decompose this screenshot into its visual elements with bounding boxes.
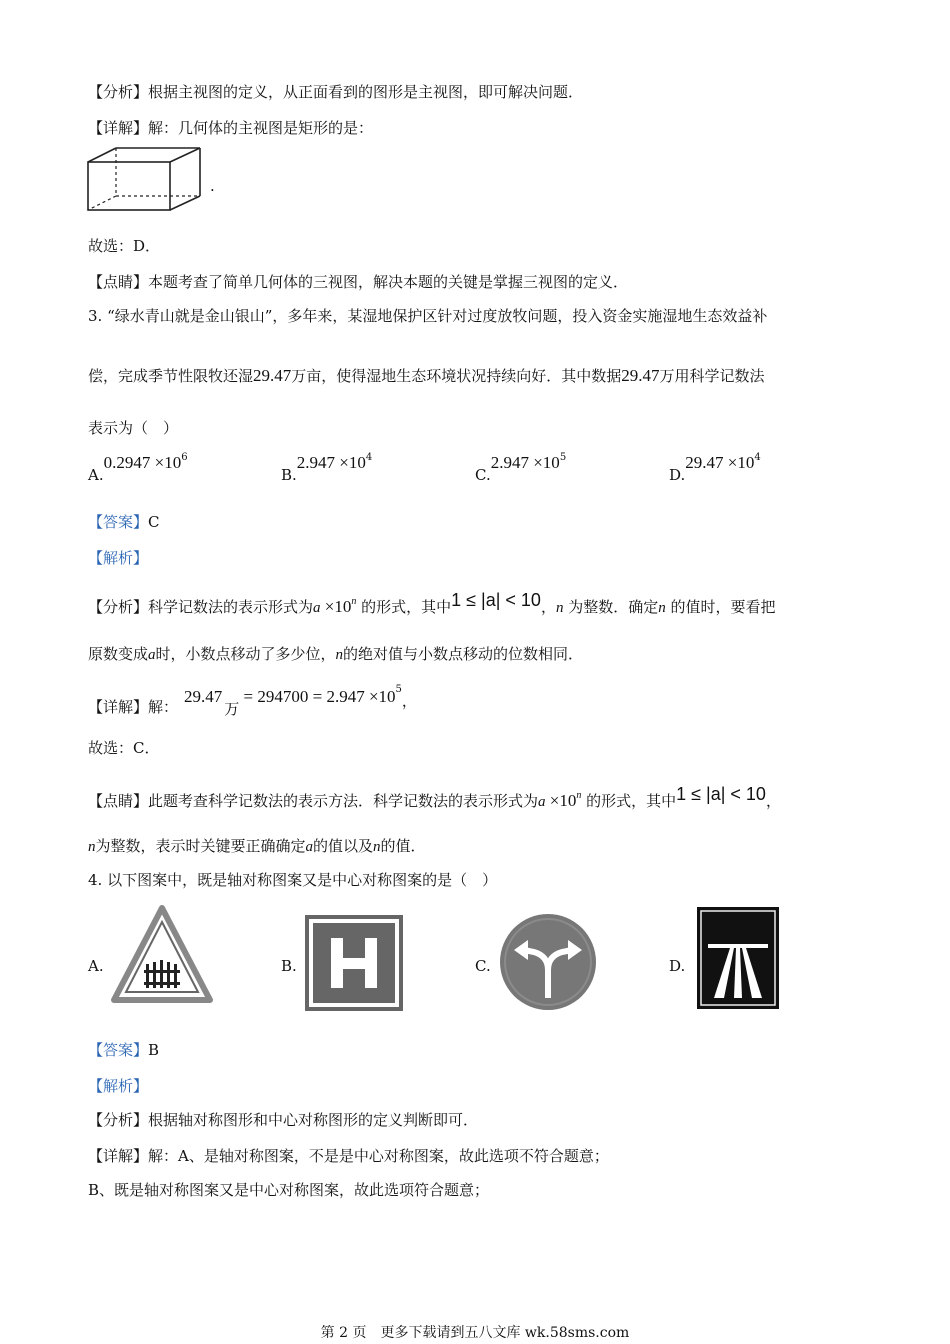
q4-b-line: B、既是轴对称图案又是中心对称图案，故此选项符合题意； xyxy=(88,1181,490,1199)
q3-analysis-line2: 原数变成a时，小数点移动了多少位，n的绝对值与小数点移动的位数相同． xyxy=(88,645,584,663)
detail-line: 【详解】解：几何体的主视图是矩形的是： xyxy=(88,119,374,137)
analysis-line: 【分析】根据主视图的定义，从正面看到的图形是主视图，即可解决问题． xyxy=(88,83,584,101)
q3-option-b: $B.2.947 \times 10^4$ xyxy=(281,452,373,484)
page-footer: 第 2 页 更多下载请到五八文库 wk.58sms.com xyxy=(320,1325,630,1341)
q3-analysis-line1: 【分析】科学记数法的表示形式为$a \times 10^n$ 的形式，其中1 ≤ |a| < 10，n 为整数．确定n 的值时，要看把 xyxy=(88,590,776,616)
choice-line: 故选：D． xyxy=(88,237,161,255)
q3-comment-line2: n为整数，表示时关键要正确确定a的值以及n的值． xyxy=(88,837,426,855)
q4-letter-d: D. xyxy=(669,957,686,975)
q4-letter-a: A. xyxy=(88,957,104,975)
figure-period: . xyxy=(210,177,215,195)
q3-detail-line: 【详解】解：29.47万 = $294700 = 2.947 \times 10^5$， xyxy=(88,684,417,718)
fork-arrow-sign-icon xyxy=(498,912,598,1012)
q4-stem: 4. 以下图案中，既是轴对称图案又是中心对称图案的是（ ） xyxy=(88,871,498,889)
q3-comment-line1: 【点睛】此题考查科学记数法的表示方法．科学记数法的表示形式为$a \times 10^n$ 的形式，其中1 ≤ |a| < 10， xyxy=(88,784,781,810)
comment-line: 【点睛】本题考查了简单几何体的三视图，解决本题的关键是掌握三视图的定义． xyxy=(88,273,629,291)
hospital-h-sign-icon xyxy=(304,914,404,1012)
q4-jiexi-heading: 【解析】 xyxy=(88,1077,149,1095)
q3-stem-line2: 偿，完成季节性限牧还湿29.47万亩，使得湿地生态环境状况持续向好．其中数据29.47万用科学记数法 xyxy=(88,366,765,385)
q4-detail-line: 【详解】解：A、是轴对称图案，不是是中心对称图案，故此选项不符合题意； xyxy=(88,1147,609,1165)
q4-analysis-line: 【分析】根据轴对称图形和中心对称图形的定义判断即可． xyxy=(88,1111,479,1129)
q3-option-c: $C.2.947 \times 10^5$ xyxy=(475,452,567,484)
q3-option-a: $A.0.2947 \times 10^6$ xyxy=(88,452,188,484)
q3-answer: 【答案】C xyxy=(88,513,160,531)
q3-choice-line: 故选：C． xyxy=(88,739,160,757)
q3-jiexi-heading: 【解析】 xyxy=(88,549,149,567)
cuboid-figure xyxy=(86,146,206,212)
q4-answer: 【答案】B xyxy=(88,1041,160,1059)
q3-stem-line3: 表示为（ ） xyxy=(88,419,179,437)
q4-letter-b: B. xyxy=(281,957,297,975)
motorway-sign-icon xyxy=(696,906,780,1010)
q4-letter-c: C. xyxy=(475,957,491,975)
railway-crossing-sign-icon xyxy=(110,904,214,1006)
q3-stem-line1: 3. “绿水青山就是金山银山”，多年来，某湿地保护区针对过度放牧问题，投入资金实施湿地生态效益补 xyxy=(88,307,768,325)
q3-option-d: $D.29.47 \times 10^4$ xyxy=(669,452,761,484)
